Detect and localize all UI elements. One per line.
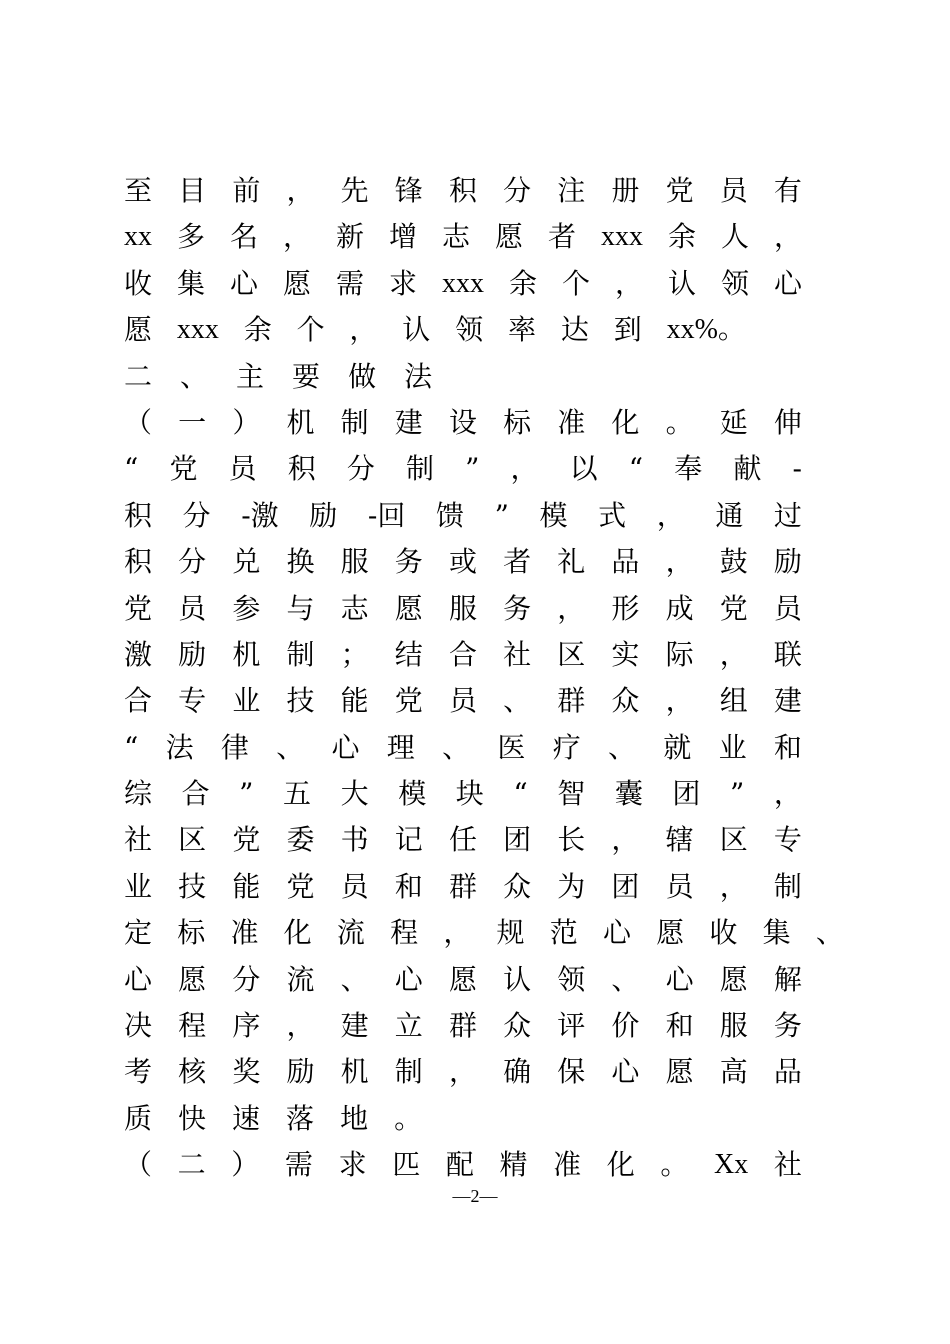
text-token: 质 <box>124 1101 153 1135</box>
text-token: ， <box>286 1009 315 1043</box>
text-token: 二 <box>124 359 153 393</box>
text-token: 块 <box>455 777 484 811</box>
text-token: 程 <box>390 916 419 950</box>
text-token: 册 <box>611 174 640 207</box>
text-token: 愿 <box>494 220 523 254</box>
text-token: “ <box>124 730 139 764</box>
text-token: 设 <box>448 405 477 439</box>
text-token: 锋 <box>394 174 423 207</box>
text-token: ； <box>340 637 369 671</box>
text-token: 团 <box>503 823 532 857</box>
text-line <box>124 539 802 585</box>
text-line <box>124 354 802 400</box>
text-token: 员 <box>448 684 477 718</box>
text-token: 定 <box>124 916 153 950</box>
text-token: ， <box>773 220 802 254</box>
text-token: 综 <box>124 777 153 811</box>
text-token: 员 <box>178 591 207 625</box>
text-token: 员 <box>719 174 748 207</box>
text-token: ） <box>232 405 261 439</box>
text-token: 二 <box>177 1148 206 1182</box>
text-token: 志 <box>340 591 369 625</box>
text-token: 服 <box>719 1009 748 1043</box>
text-token: ” <box>729 777 745 811</box>
text-token: ， <box>557 591 586 625</box>
text-token: 立 <box>394 1009 423 1043</box>
text-token: 就 <box>663 730 692 764</box>
text-token: 核 <box>178 1055 207 1089</box>
text-token: 能 <box>340 684 369 718</box>
text-token: 积 <box>124 498 153 532</box>
text-token: -激 <box>241 498 279 532</box>
text-token: 价 <box>611 1009 640 1043</box>
text-token: 群 <box>557 684 586 718</box>
text-line <box>124 725 802 771</box>
text-token: ， <box>510 452 539 486</box>
text-token: 礼 <box>557 545 586 579</box>
text-token: 愿 <box>394 591 423 625</box>
text-token: ， <box>665 684 694 718</box>
text-token: 。 <box>660 1148 689 1182</box>
text-line <box>124 771 802 817</box>
text-token: xxx <box>600 221 643 253</box>
text-token: 鼓 <box>719 545 748 579</box>
text-token: 落 <box>286 1101 315 1135</box>
text-token: 决 <box>124 1009 153 1043</box>
text-line <box>124 446 802 492</box>
text-token: 收 <box>709 916 738 950</box>
text-token: 心 <box>602 916 631 950</box>
text-token: 任 <box>448 823 477 857</box>
text-token: 分 <box>346 452 375 486</box>
text-token: 奖 <box>232 1055 261 1089</box>
text-line <box>124 493 802 539</box>
text-token: ， <box>665 545 694 579</box>
text-token: 余 <box>667 220 696 254</box>
text-token: 序 <box>232 1009 261 1043</box>
text-token: 个 <box>561 266 590 300</box>
text-token: 和 <box>394 869 423 903</box>
text-token: 速 <box>232 1101 261 1135</box>
text-token: 精 <box>499 1148 528 1182</box>
text-token: 有 <box>773 174 802 207</box>
text-token: 党 <box>124 591 153 625</box>
text-token: 党 <box>232 823 261 857</box>
text-token: 规 <box>496 916 525 950</box>
text-line <box>124 261 802 307</box>
text-token: 务 <box>503 591 532 625</box>
text-token: 社 <box>503 637 532 671</box>
text-line <box>124 910 844 956</box>
text-token: 标 <box>177 916 206 950</box>
text-token: 区 <box>719 823 748 857</box>
text-token: 社 <box>773 1148 802 1182</box>
text-token: 前 <box>232 174 261 207</box>
text-token: xx%。 <box>666 314 746 346</box>
text-token: 。 <box>665 405 694 439</box>
text-token: 分 <box>182 498 211 532</box>
text-token: 名 <box>229 220 258 254</box>
text-token: 集 <box>177 266 206 300</box>
text-token: 医 <box>497 730 526 764</box>
text-token: 制 <box>773 869 802 903</box>
text-token: 余 <box>508 266 537 300</box>
text-token: 认 <box>503 962 532 996</box>
text-token: 员 <box>340 869 369 903</box>
text-line <box>124 1142 802 1188</box>
text-token: 区 <box>178 823 207 857</box>
text-token: 制 <box>286 637 315 671</box>
text-token: 式 <box>598 498 627 532</box>
text-line <box>124 864 802 910</box>
text-token: ， <box>656 498 685 532</box>
text-token: 领 <box>557 962 586 996</box>
text-token: 率 <box>508 313 537 347</box>
text-token: 献 <box>733 452 762 486</box>
text-token: 、 <box>276 730 305 764</box>
text-token: 五 <box>283 777 312 811</box>
text-token: 准 <box>553 1148 582 1182</box>
text-token: 业 <box>124 869 153 903</box>
text-token: 机 <box>232 637 261 671</box>
text-token: 联 <box>773 637 802 671</box>
text-token: 通 <box>715 498 744 532</box>
text-token: 要 <box>292 359 321 393</box>
text-token: 积 <box>287 452 316 486</box>
text-token: 心 <box>665 962 694 996</box>
text-token: 结 <box>394 637 423 671</box>
text-token: （ <box>124 405 153 439</box>
text-token: 换 <box>286 545 315 579</box>
text-token: 程 <box>178 1009 207 1043</box>
text-token: 心 <box>230 266 259 300</box>
text-token: 分 <box>503 174 532 207</box>
text-token: 务 <box>773 1009 802 1043</box>
text-token: 到 <box>613 313 642 347</box>
text-token: 合 <box>181 777 210 811</box>
text-token: 人 <box>720 220 749 254</box>
text-token: 书 <box>340 823 369 857</box>
text-token: 认 <box>667 266 696 300</box>
text-token: （ <box>124 1148 153 1182</box>
text-token: 奉 <box>674 452 703 486</box>
text-token: 智 <box>557 777 586 811</box>
text-token: 励 <box>178 637 207 671</box>
text-token: 群 <box>448 869 477 903</box>
text-token: 建 <box>340 1009 369 1043</box>
text-token: ， <box>349 313 378 347</box>
text-token: 领 <box>720 266 749 300</box>
text-token: 合 <box>124 684 153 718</box>
text-token: 励 <box>773 545 802 579</box>
text-token: 区 <box>557 637 586 671</box>
text-token: 服 <box>448 591 477 625</box>
text-token: 范 <box>549 916 578 950</box>
text-token: 党 <box>169 452 198 486</box>
text-token: 员 <box>228 452 257 486</box>
text-token: 党 <box>394 684 423 718</box>
text-token: 多 <box>176 220 205 254</box>
text-token: 能 <box>232 869 261 903</box>
text-token: 者 <box>503 545 532 579</box>
text-token: 者 <box>547 220 576 254</box>
text-token: 化 <box>283 916 312 950</box>
text-token: 至 <box>124 174 153 207</box>
text-token: 解 <box>773 962 802 996</box>
text-token: 分 <box>178 545 207 579</box>
text-token: 保 <box>557 1055 586 1089</box>
text-token: 机 <box>286 405 315 439</box>
text-token: 实 <box>611 637 640 671</box>
text-token: 化 <box>611 405 640 439</box>
text-token: - <box>792 452 802 486</box>
text-token: 技 <box>178 869 207 903</box>
text-token: 律 <box>220 730 249 764</box>
text-token: 和 <box>665 1009 694 1043</box>
text-token: 社 <box>124 823 153 857</box>
text-token: 化 <box>606 1148 635 1182</box>
text-token: 个 <box>296 313 325 347</box>
text-token: 准 <box>557 405 586 439</box>
text-token: 志 <box>441 220 470 254</box>
text-line <box>124 586 802 632</box>
text-token: ， <box>282 220 311 254</box>
text-token: 目 <box>178 174 207 207</box>
text-token: 党 <box>286 869 315 903</box>
text-token: 长 <box>557 823 586 857</box>
text-token: 参 <box>232 591 261 625</box>
text-line <box>124 400 802 446</box>
text-token: 新 <box>335 220 364 254</box>
text-token: 专 <box>773 823 802 857</box>
text-token: 员 <box>665 869 694 903</box>
text-token: 标 <box>503 405 532 439</box>
text-token: 伸 <box>773 405 802 439</box>
text-token: 、 <box>442 730 471 764</box>
text-token: “ <box>628 452 644 486</box>
text-token: ， <box>719 869 748 903</box>
text-token: 品 <box>611 545 640 579</box>
text-token: 心 <box>611 1055 640 1089</box>
text-token: ， <box>286 174 315 207</box>
text-token: 心 <box>124 962 153 996</box>
text-token: 制 <box>394 1055 423 1089</box>
text-token: xxx <box>176 314 219 346</box>
text-token: 愿 <box>656 916 685 950</box>
text-token: 成 <box>665 591 694 625</box>
text-token: 确 <box>503 1055 532 1089</box>
text-token: ” <box>494 498 509 532</box>
text-token: 囊 <box>614 777 643 811</box>
text-token: 众 <box>503 1009 532 1043</box>
text-token: 理 <box>386 730 415 764</box>
text-token: 愿 <box>719 962 748 996</box>
text-token: 流 <box>336 916 365 950</box>
text-token: ” <box>239 777 254 811</box>
text-token: 形 <box>611 591 640 625</box>
text-token: 愿 <box>178 962 207 996</box>
text-token: 配 <box>445 1148 474 1182</box>
text-token: 领 <box>455 313 484 347</box>
text-token: 党 <box>719 591 748 625</box>
text-token: 委 <box>286 823 315 857</box>
text-token: “ <box>124 452 139 486</box>
text-token: 馈 <box>435 498 464 532</box>
text-token: 辖 <box>665 823 694 857</box>
text-token: 流 <box>286 962 315 996</box>
text-token: 以 <box>569 452 598 486</box>
text-token: 过 <box>773 498 802 532</box>
text-token: 愿 <box>283 266 312 300</box>
text-token: 需 <box>336 266 365 300</box>
text-token: 兑 <box>232 545 261 579</box>
text-token: 、 <box>815 916 844 950</box>
page-number: —2— <box>452 1186 498 1206</box>
text-token: 延 <box>719 405 748 439</box>
text-token: 愿 <box>665 1055 694 1089</box>
text-token: -回 <box>367 498 406 532</box>
text-token: xx <box>124 221 152 253</box>
text-token: 注 <box>557 174 586 207</box>
text-token: 疗 <box>552 730 581 764</box>
text-token: ） <box>231 1148 260 1182</box>
text-token: ， <box>611 823 640 857</box>
text-token: 准 <box>230 916 259 950</box>
text-token: 团 <box>672 777 701 811</box>
text-token: 求 <box>338 1148 367 1182</box>
text-token: 认 <box>402 313 431 347</box>
text-token: Xx <box>714 1149 749 1181</box>
text-token: 技 <box>286 684 315 718</box>
text-token: 、 <box>340 962 369 996</box>
text-token: ， <box>719 637 748 671</box>
text-token: 做 <box>348 359 377 393</box>
text-token: 服 <box>340 545 369 579</box>
text-token: 业 <box>718 730 747 764</box>
text-token: 积 <box>124 545 153 579</box>
text-token: 记 <box>394 823 423 857</box>
text-token: 业 <box>232 684 261 718</box>
text-token: 励 <box>309 498 338 532</box>
text-token: 、 <box>611 962 640 996</box>
text-token: 求 <box>389 266 418 300</box>
text-token: 考 <box>124 1055 153 1089</box>
text-token: 和 <box>773 730 802 764</box>
text-line <box>124 632 802 678</box>
text-token: 愿 <box>124 313 153 347</box>
text-token: 匹 <box>392 1148 421 1182</box>
text-token: 建 <box>773 684 802 718</box>
text-token: 激 <box>124 637 153 671</box>
text-token: 制 <box>340 405 369 439</box>
text-token: 心 <box>773 266 802 300</box>
text-token: 品 <box>773 1055 802 1089</box>
text-line <box>124 214 802 260</box>
text-line <box>124 678 802 724</box>
text-token: 地 <box>340 1101 369 1135</box>
text-token: 心 <box>331 730 360 764</box>
text-token: 心 <box>394 962 423 996</box>
text-token: 积 <box>448 174 477 207</box>
text-token: 模 <box>398 777 427 811</box>
text-token: 评 <box>557 1009 586 1043</box>
text-token: ， <box>773 777 802 811</box>
text-line <box>124 1096 802 1142</box>
text-token: ， <box>443 916 472 950</box>
text-token: 快 <box>178 1101 207 1135</box>
text-line <box>124 1003 802 1049</box>
text-token: ” <box>465 452 480 486</box>
text-token: 建 <box>394 405 423 439</box>
text-token: 员 <box>773 591 802 625</box>
text-token: 组 <box>719 684 748 718</box>
text-token: 党 <box>665 174 694 207</box>
text-line <box>124 307 746 353</box>
text-token: 众 <box>503 869 532 903</box>
text-token: 务 <box>394 545 423 579</box>
text-token: 群 <box>448 1009 477 1043</box>
text-token: 增 <box>388 220 417 254</box>
text-token: 、 <box>607 730 636 764</box>
text-token: 需 <box>284 1148 313 1182</box>
text-token: 合 <box>448 637 477 671</box>
text-token: 为 <box>557 869 586 903</box>
text-token: 高 <box>719 1055 748 1089</box>
text-token: 收 <box>124 266 153 300</box>
text-token: 大 <box>340 777 369 811</box>
text-token: 与 <box>286 591 315 625</box>
text-token: 主 <box>236 359 265 393</box>
text-line <box>124 1049 802 1095</box>
text-token: 际 <box>665 637 694 671</box>
text-line <box>124 957 802 1003</box>
text-token: 模 <box>539 498 568 532</box>
text-token: 先 <box>340 174 369 207</box>
text-token: 众 <box>611 684 640 718</box>
text-token: ， <box>614 266 643 300</box>
text-token: 法 <box>404 359 433 393</box>
body-text <box>124 168 844 1189</box>
text-token: xxx <box>442 267 484 299</box>
text-token: 一 <box>178 405 207 439</box>
text-token: 法 <box>165 730 194 764</box>
text-token: 达 <box>560 313 589 347</box>
text-line <box>124 817 802 863</box>
text-line <box>124 168 802 214</box>
text-token: 或 <box>448 545 477 579</box>
text-token: 分 <box>232 962 261 996</box>
text-token: 、 <box>503 684 532 718</box>
text-token: 制 <box>405 452 434 486</box>
text-token: 余 <box>243 313 272 347</box>
text-token: “ <box>513 777 528 811</box>
text-token: 励 <box>286 1055 315 1089</box>
text-token: 专 <box>178 684 207 718</box>
text-token: 。 <box>394 1101 423 1135</box>
text-token: 、 <box>180 359 209 393</box>
text-token: ， <box>448 1055 477 1089</box>
text-token: 愿 <box>448 962 477 996</box>
text-token: 集 <box>762 916 791 950</box>
text-token: 团 <box>611 869 640 903</box>
text-token: 机 <box>340 1055 369 1089</box>
